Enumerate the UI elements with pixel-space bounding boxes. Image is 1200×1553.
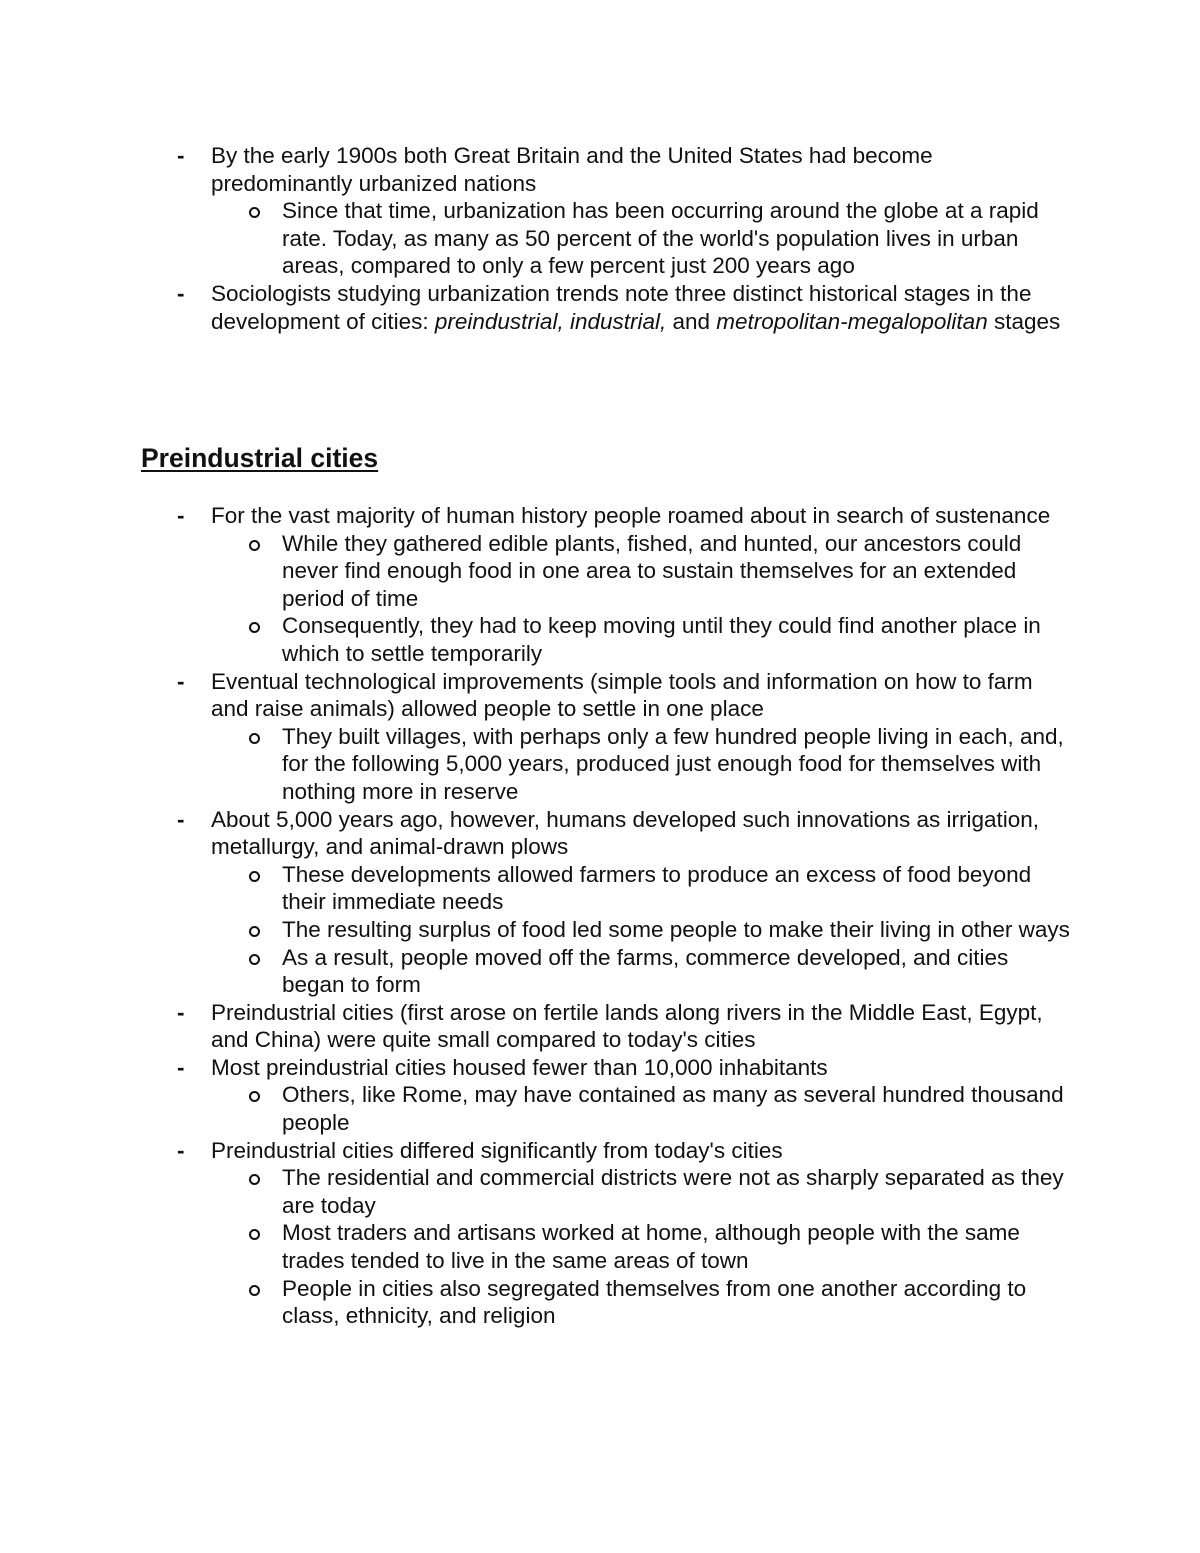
hollow-circle-bullet-icon (249, 1091, 260, 1102)
list-item (0, 1219, 1072, 1274)
list-item (0, 944, 1072, 999)
list-item-text: These developments allowed farmers to produce an excess of food beyond their immediate needs (282, 861, 1032, 915)
list-item (0, 668, 1061, 723)
dash-bullet-icon: - (177, 999, 185, 1025)
intro-list (0, 142, 1200, 335)
hollow-circle-bullet-icon (249, 1174, 260, 1185)
section-list (0, 502, 1200, 1330)
list-item (0, 142, 1061, 197)
hollow-circle-bullet-icon (249, 540, 260, 551)
dash-bullet-icon: - (177, 1137, 185, 1163)
list-item (0, 612, 1072, 667)
list-item (0, 1275, 1072, 1330)
hollow-circle-bullet-icon (249, 1229, 260, 1240)
list-item-text: As a result, people moved off the farms, commerce developed, and cities began to form (282, 944, 1009, 998)
list-item-text: For the vast majority of human history people roamed about in search of sustenance (211, 503, 1051, 528)
list-item-text: Since that time, urbanization has been occurring around the globe at a rapid rate. Today, as many as 50 percent of the world's population lives in urban areas, compared to only a few percent just 200 years ago (282, 198, 1039, 279)
hollow-circle-bullet-icon (249, 1285, 260, 1296)
list-item (0, 806, 1061, 861)
hollow-circle-bullet-icon (249, 926, 260, 937)
list-item (0, 280, 1061, 335)
list-item-text: The residential and commercial districts were not as sharply separated as they are today (282, 1165, 1064, 1218)
list-item-text: Consequently, they had to keep moving until they could find another place in which to settle temporarily (282, 613, 1041, 666)
section-heading: Preindustrial cities (141, 443, 379, 473)
dash-bullet-icon: - (177, 1054, 185, 1080)
list-item (0, 197, 1072, 280)
list-item (0, 502, 1061, 530)
list-item-italic-terms: preindustrial, industrial, (434, 308, 667, 334)
list-item-text: While they gathered edible plants, fished, and hunted, our ancestors could never find enough food in one area to sustain themselves for an extended period of time (282, 530, 1022, 611)
list-item (0, 861, 1072, 916)
dash-bullet-icon: - (177, 806, 185, 832)
hollow-circle-bullet-icon (249, 622, 260, 633)
list-item-text: People in cities also segregated themselves from one another according to class, ethnicity, and religion (282, 1275, 1027, 1329)
list-item-text-end: stages (987, 308, 1061, 334)
list-item (0, 999, 1061, 1054)
list-item (0, 530, 1072, 613)
hollow-circle-bullet-icon (249, 207, 260, 218)
list-item-text: They built villages, with perhaps only a few hundred people living in each, and, for the following 5,000 years, produced just enough food for themselves with nothing more in reserve (282, 723, 1064, 804)
list-item-text: Most preindustrial cities housed fewer than 10,000 inhabitants (211, 1054, 828, 1080)
list-item-italic-term: metropolitan-megalopolitan (716, 308, 988, 334)
list-item-text: Preindustrial cities (first arose on fertile lands along rivers in the Middle East, Egypt, and China) were quite small compared to today's cities (211, 999, 1043, 1053)
list-item (0, 1164, 1072, 1219)
list-item (0, 1054, 1061, 1082)
hollow-circle-bullet-icon (249, 954, 260, 965)
dash-bullet-icon: - (177, 503, 185, 528)
list-item-text: Most traders and artisans worked at home, although people with the same trades tended to live in the same areas of town (282, 1220, 1020, 1274)
list-item (0, 916, 1072, 944)
list-item-text: Preindustrial cities differed significantly from today's cities (211, 1137, 783, 1163)
list-item-text: Others, like Rome, may have contained as many as several hundred thousand people (282, 1082, 1064, 1136)
list-item-text: The resulting surplus of food led some people to make their living in other ways (282, 916, 1070, 942)
dash-bullet-icon: - (177, 668, 185, 694)
hollow-circle-bullet-icon (249, 733, 260, 744)
dash-bullet-icon: - (177, 143, 185, 168)
hollow-circle-bullet-icon (249, 871, 260, 882)
list-item (0, 723, 1072, 806)
list-item-text: Eventual technological improvements (simple tools and information on how to farm and raise animals) allowed people to settle in one place (211, 668, 1033, 722)
list-item-text: By the early 1900s both Great Britain and the United States had become predominantly urbanized nations (211, 143, 933, 196)
list-item-text-middle: and (666, 308, 717, 334)
dash-bullet-icon: - (177, 280, 185, 306)
list-item-text: About 5,000 years ago, however, humans developed such innovations as irrigation, metallurgy, and animal-drawn plows (211, 806, 1040, 860)
list-item (0, 1081, 1072, 1136)
list-item (0, 1137, 1061, 1165)
list-item-text-start: Sociologists studying urbanization trends note three distinct historical stages in the development of cities: (211, 280, 1032, 334)
